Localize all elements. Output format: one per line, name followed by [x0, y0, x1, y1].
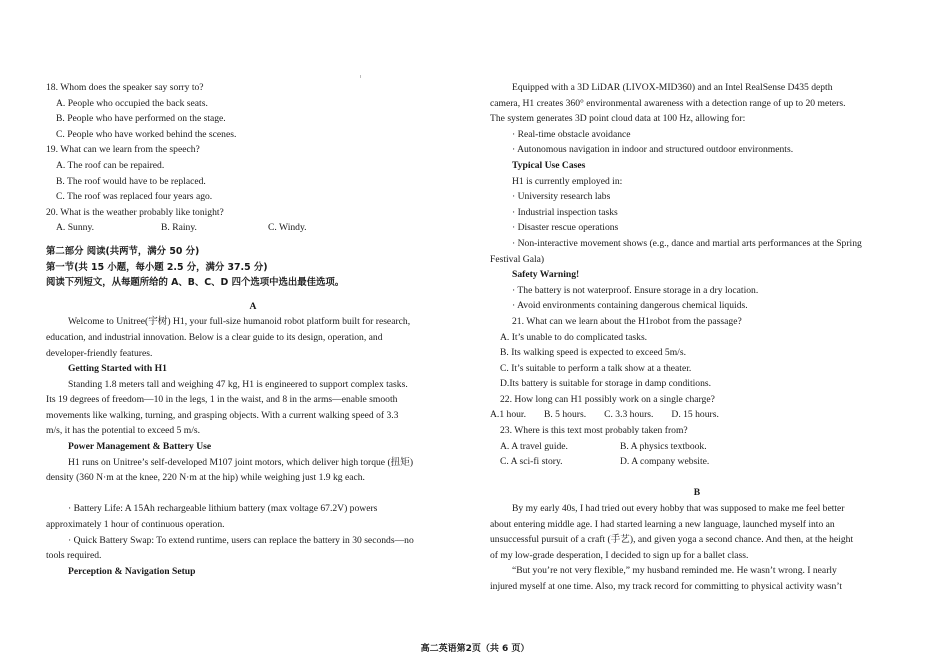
safety-heading: Safety Warning! — [512, 269, 580, 281]
q22-options — [490, 407, 904, 423]
battery-line-2: approximately 1 hour of continuous operation. — [46, 519, 225, 531]
safety-item-2: · Avoid environments containing dangerous chemical liquids. — [512, 300, 748, 312]
equipped-line-3: The system generates 3D point cloud data at 100 Hz, allowing for: — [490, 113, 746, 125]
safety-item-1: · The battery is not waterproof. Ensure storage in a dry location. — [512, 284, 759, 296]
q19-option-c: C. The roof was replaced four years ago. — [56, 191, 213, 203]
q21-option-d: D.Its battery is suitable for storage in damp conditions. — [500, 378, 712, 390]
q23-option-b: B. A physics textbook. — [620, 440, 707, 452]
passage-b-line-6: injured myself at one time. Also, my track record for committing to physical activity wasn’t — [490, 581, 843, 592]
q22-stem: 22. How long can H1 possibly work on a single charge? — [500, 393, 715, 405]
passage-b-title: B — [693, 487, 701, 499]
q21-option-b: B. Its walking speed is expected to exceed 5m/s. — [500, 347, 686, 359]
section-header-part2: 第二部分 阅读(共两节，满分 50 分) — [46, 245, 200, 257]
q22-option-d: D. 15 hours. — [671, 409, 719, 421]
q19-stem: 19. What can we learn from the speech? — [46, 144, 200, 156]
equipped-line-1: Equipped with a 3D LiDAR (LIVOX-MID360) and an Intel RealSense D435 depth — [512, 82, 833, 93]
getting-started-line-4: m/s, it has the potential to exceed 5 m/s. — [46, 425, 201, 437]
passage-b-line-4: of my low-grade desperation, I decided to sign up for a ballet class. — [490, 549, 749, 561]
intro-line-1: Welcome to Unitree(宇树) H1, your full-size humanoid robot platform built for research, — [68, 316, 411, 328]
q20-option-a: A. Sunny. — [56, 222, 95, 234]
battery-line-1: · Battery Life: A 15Ah rechargeable lithium battery (max voltage 67.2V) powers — [68, 503, 378, 515]
use-case-1: · University research labs — [512, 191, 611, 203]
battery-line-4: tools required. — [46, 550, 102, 562]
passage-b-line-5: “But you’re not very flexible,” my husband reminded me. He wasn’t wrong. I nearly — [512, 565, 837, 577]
q22-option-a: A.1 hour. — [490, 409, 526, 421]
q19-option-a: A. The roof can be repaired. — [56, 159, 165, 171]
use-case-3: · Disaster rescue operations — [512, 222, 619, 234]
power-line-1: H1 runs on Unitree’s self-developed M107 joint motors, which deliver high torque (扭矩) — [68, 456, 414, 468]
q18-stem: 18. Whom does the speaker say sorry to? — [46, 82, 204, 93]
q18-option-c: C. People who have worked behind the scenes. — [56, 128, 237, 140]
q18-option-b: B. People who have performed on the stage. — [56, 113, 226, 125]
q21-stem: 21. What can we learn about the H1robot from the passage? — [512, 315, 742, 327]
capability-2: · Autonomous navigation in indoor and structured outdoor environments. — [512, 144, 794, 156]
section-header-section1: 第一节(共 15 小题，每小题 2.5 分，满分 37.5 分) — [46, 261, 268, 273]
top-mark — [360, 75, 361, 78]
use-case-2: · Industrial inspection tasks — [512, 206, 618, 218]
perception-heading: Perception & Navigation Setup — [68, 565, 196, 577]
q18-option-a: A. People who occupied the back seats. — [56, 97, 208, 109]
getting-started-line-2: Its 19 degrees of freedom—10 in the legs, 1 in the waist, and 8 in the arms—enable smooth — [46, 394, 398, 406]
q23-option-a: A. A travel guide. — [500, 440, 568, 452]
left-column — [46, 80, 460, 579]
getting-started-heading: Getting Started with H1 — [68, 363, 167, 375]
intro-line-3: developer-friendly features. — [46, 347, 153, 359]
use-case-4-cont: Festival Gala) — [490, 253, 545, 265]
q23-options-row-2 — [490, 454, 904, 470]
q20-option-c: C. Windy. — [268, 222, 307, 234]
passage-a-title: A — [249, 300, 257, 312]
passage-b-line-3: unsuccessful pursuit of a craft (手艺), and given yoga a second chance. And then, at the height — [490, 534, 854, 546]
section-header-instructions: 阅读下列短文，从每题所给的 A、B、C、D 四个选项中选出最佳选项。 — [46, 277, 345, 289]
page-footer: 高二英语第2页（共 6 页） — [420, 644, 530, 654]
capability-1: · Real-time obstacle avoidance — [512, 128, 631, 140]
q19-option-b: B. The roof would have to be replaced. — [56, 175, 206, 187]
q20-stem: 20. What is the weather probably like tonight? — [46, 206, 224, 218]
q22-option-b: B. 5 hours. — [543, 409, 587, 421]
q23-options-row-1 — [490, 439, 904, 455]
use-case-4: · Non-interactive movement shows (e.g., dance and martial arts performances at the Spring — [512, 237, 862, 249]
q23-option-c: C. A sci-fi story. — [500, 456, 563, 468]
right-column — [490, 80, 904, 595]
q23-stem: 23. Where is this text most probably taken from? — [500, 425, 688, 437]
intro-line-2: education, and industrial innovation. Below is a clear guide to its design, operation, and — [46, 331, 383, 343]
q22-option-c: C. 3.3 hours. — [604, 409, 654, 421]
q23-option-d: D. A company website. — [620, 456, 710, 468]
q21-option-c: C. It’s suitable to perform a talk show at a theater. — [500, 362, 692, 374]
use-cases-heading: Typical Use Cases — [512, 159, 586, 171]
passage-b-line-1: By my early 40s, I had tried out every hobby that was supposed to make me feel better — [512, 503, 845, 515]
q20-options — [46, 220, 460, 236]
q20-option-b: B. Rainy. — [161, 222, 197, 234]
equipped-line-2: camera, H1 creates 360° environmental awareness with a detection range of up to 20 meters. — [490, 97, 846, 109]
getting-started-line-3: movements like walking, turning, and grasping objects. With a current walking speed of 3.3 — [46, 409, 399, 421]
q21-option-a: A. It’s unable to do complicated tasks. — [500, 331, 648, 343]
getting-started-line-1: Standing 1.8 meters tall and weighing 47 kg, H1 is engineered to support complex tasks. — [68, 378, 408, 390]
passage-b-line-2: about entering middle age. I had started learning a new language, launched myself into an — [490, 518, 835, 530]
power-heading: Power Management & Battery Use — [68, 441, 212, 453]
battery-line-3: · Quick Battery Swap: To extend runtime, users can replace the battery in 30 seconds—no — [68, 534, 414, 546]
power-line-2: density (360 N·m at the knee, 220 N·m at the hip) while weighing just 1.9 kg each. — [46, 472, 365, 484]
use-cases-intro: H1 is currently employed in: — [512, 175, 623, 187]
